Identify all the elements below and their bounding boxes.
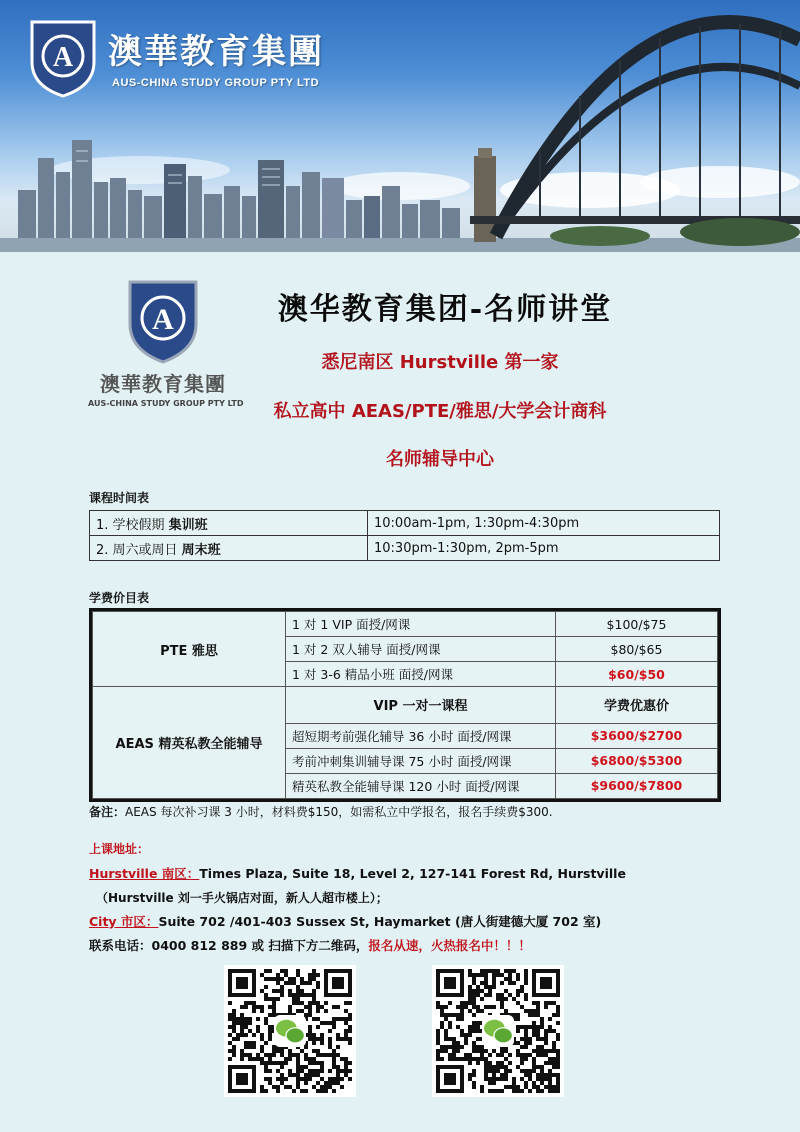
- hurstville-address-line: [89, 864, 626, 882]
- fee-price-cell: $3600/$2700: [556, 723, 718, 748]
- fee-desc-cell: 超短期考前强化辅导 36 小时 面授/网课: [286, 723, 556, 748]
- fee-price-cell: $100/$75: [556, 612, 718, 637]
- course-header-cell: VIP 一对一课程: [286, 687, 556, 723]
- fee-price-cell: $6800/$5300: [556, 748, 718, 773]
- schedule-time-cell: 10:30pm-1:30pm, 2pm-5pm: [368, 536, 720, 561]
- fee-desc-cell: 1 对 2 双人辅导 面授/网课: [286, 637, 556, 662]
- schedule-time-cell: 10:00am-1pm, 1:30pm-4:30pm: [368, 511, 720, 536]
- table-row: [93, 612, 718, 637]
- fee-price-cell: $80/$65: [556, 637, 718, 662]
- registration-cta: 报名从速，火热报名中！！！: [368, 938, 531, 953]
- hurstville-label: Hurstville 南区：: [89, 866, 200, 881]
- hero-banner: [0, 0, 800, 252]
- hero-brand: [108, 24, 324, 89]
- fee-table: [92, 611, 718, 799]
- pte-category-cell: PTE 雅思: [93, 612, 286, 687]
- svg-text:A: A: [152, 303, 174, 336]
- hero-brand-cn: 澳華教育集團: [108, 32, 324, 72]
- schedule-class-cell: [90, 536, 368, 561]
- wechat-icon: [482, 1015, 514, 1047]
- logo-brand-cn: 澳華教育集團: [100, 372, 226, 396]
- company-shield-logo: [28, 18, 98, 98]
- wechat-qr-code[interactable]: [432, 965, 564, 1097]
- city-label: City 市区：: [89, 914, 159, 929]
- price-header-cell: 学费优惠价: [556, 687, 718, 723]
- fee-desc-cell: 1 对 1 VIP 面授/网课: [286, 612, 556, 637]
- wechat-qr-code[interactable]: [224, 965, 356, 1097]
- fee-table-frame: [89, 608, 721, 802]
- subtitle-center: 名师辅导中心: [386, 449, 494, 470]
- schedule-label: 课程时间表: [89, 491, 150, 505]
- fee-desc-cell: 1 对 3-6 精品小班 面授/网课: [286, 662, 556, 687]
- class-name: 集训班: [168, 517, 208, 533]
- hurstville-hint: （Hurstville 刘一手火锅店对面，新人人超市楼上）；: [96, 891, 388, 905]
- city-address: Suite 702 /401-403 Sussex St, Haymarket (唐人街建德大厦 702 室): [158, 914, 602, 929]
- hurstville-address: Times Plaza, Suite 18, Level 2, 127-141 Forest Rd, Hurstville: [199, 866, 626, 881]
- company-logo-block: [88, 278, 244, 408]
- table-row: [90, 511, 720, 536]
- schedule-table: [89, 510, 720, 561]
- fee-desc-cell: 考前冲刺集训辅导课 75 小时 面授/网课: [286, 748, 556, 773]
- svg-text:A: A: [52, 42, 74, 73]
- wechat-icon: [274, 1015, 306, 1047]
- logo-brand-en: AUS-CHINA STUDY GROUP PTY LTD: [88, 399, 244, 408]
- phone-text: 联系电话：0400 812 889 或 扫描下方二维码，: [89, 938, 369, 953]
- table-header-row: [93, 687, 718, 723]
- class-prefix: 1. 学校假期: [96, 517, 169, 533]
- fee-note: [89, 803, 553, 820]
- page-title: 澳华教育集团-名师讲堂: [277, 292, 613, 327]
- city-address-line: [89, 912, 601, 930]
- fee-desc-cell: 精英私教全能辅导课 120 小时 面授/网课: [286, 773, 556, 798]
- schedule-class-cell: [90, 511, 368, 536]
- subtitle-courses: 私立高中 AEAS/PTE/雅思/大学会计商科: [273, 401, 607, 422]
- subtitle-location: 悉尼南区 Hurstville 第一家: [321, 352, 559, 373]
- contact-line: [89, 936, 531, 954]
- class-name: 周末班: [181, 542, 221, 558]
- company-shield-logo: [126, 278, 200, 364]
- fee-price-cell: $9600/$7800: [556, 773, 718, 798]
- table-row: [90, 536, 720, 561]
- note-label: 备注：: [89, 805, 126, 819]
- aeas-category-cell: AEAS 精英私教全能辅导: [93, 687, 286, 799]
- note-text: AEAS 每次补习课 3 小时，材料费$150，如需私立中学报名，报名手续费$300.: [125, 805, 553, 819]
- fee-price-cell: $60/$50: [556, 662, 718, 687]
- hero-brand-en: AUS-CHINA STUDY GROUP PTY LTD: [112, 77, 320, 89]
- class-prefix: 2. 周六或周日: [96, 542, 182, 558]
- fees-label: 学费价目表: [89, 591, 150, 605]
- address-title: 上课地址：: [89, 842, 150, 856]
